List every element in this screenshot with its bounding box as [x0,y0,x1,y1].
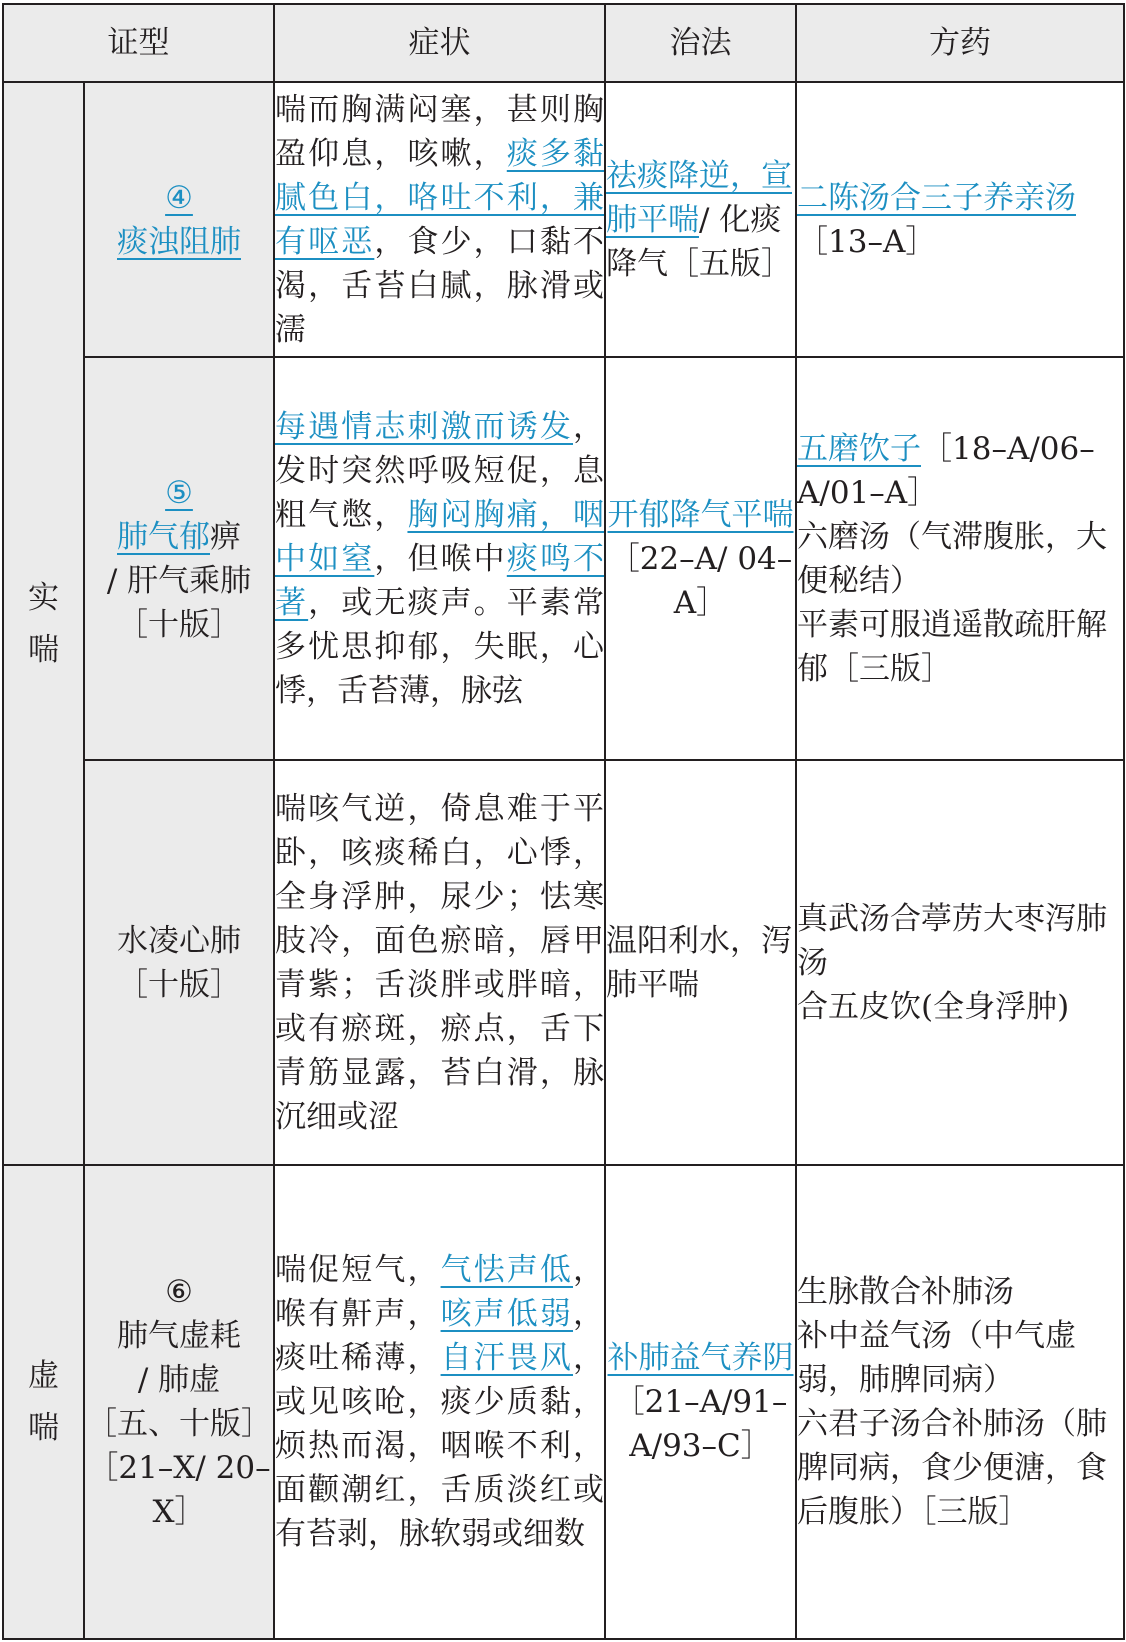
table-row [3,760,1124,1165]
formula-main: 真武汤合葶苈大枣泻肺汤 [797,900,1107,981]
syndrome-number: ⑤ [165,474,193,511]
syndrome-cell [84,357,274,760]
symptom-text: ，但喉中 [374,540,507,577]
syndrome-name: 痰浊阻肺 [117,223,241,260]
formula-cell [796,82,1124,357]
symptom-cell [274,357,605,760]
group-shi-chuan [3,82,84,1165]
header-zhengzhuang: 症状 [274,4,605,82]
treatment-cell [605,357,796,760]
formula-cell [796,1165,1124,1639]
formula-variant: 平素可服逍遥散疏肝解郁［三版］ [797,606,1107,687]
formula-key: 二陈汤合三子养亲汤 [797,179,1076,216]
symptom-text: ，或见咳呛，痰少质黏，烦热而渴，咽喉不利，面颧潮红，舌质淡红或有苔剥，脉软弱或细数 [275,1340,605,1552]
formula-source: ［13–A］ [797,223,937,260]
symptom-text: ，痰吐稀薄， [275,1296,605,1376]
syndrome-number: ④ [165,179,193,216]
syndrome-cell [84,1165,274,1639]
formula-variant: 合五皮饮(全身浮肿) [797,988,1070,1025]
symptom-cell [274,1165,605,1639]
header-row [3,4,1124,82]
treatment-key: 祛痰降逆，宣肺平喘 [606,157,792,238]
syndrome-name: 肺气郁 [117,518,210,555]
syndrome-cell [84,760,274,1165]
syndrome-edition: ［21–X/ 20–X］ [87,1450,271,1530]
header-zhifa: 治法 [605,4,796,82]
formula-source: ［18–A/06–A/01–A］ [797,430,1095,511]
syndrome-cell [84,82,274,357]
treatment-cell: 温阳利水，泻肺平喘 [605,760,796,1165]
symptom-cell: 喘咳气逆，倚息难于平卧，咳痰稀白，心悸，全身浮肿，尿少；怯寒肢冷，面色瘀暗，唇甲青紫；舌淡胖或胖暗，或有瘀斑，瘀点，舌下青筋显露，苔白滑，脉沉细或涩 [274,760,605,1165]
table-row [3,1165,1124,1639]
syndrome-edition: ［十版］ [117,966,241,1003]
syndrome-name: 肺气虚耗 [117,1318,241,1354]
treatment-cell [605,82,796,357]
syndrome-alt-name: / 肺虚 [137,1362,221,1398]
symptom-cell [274,82,605,357]
formula-cell [796,760,1124,1165]
formula-cell [796,357,1124,760]
syndrome-number: ⑥ [165,1274,193,1310]
table-row [3,82,1124,357]
symptom-key: 胸闷胸痛，咽中如窒 [275,496,605,577]
syndrome-name-suffix: 痹 [210,518,241,555]
syndrome-name: 水凌心肺 [117,922,241,959]
symptom-text: 喘而胸满闷塞，甚则胸盈仰息，咳嗽， [275,91,604,172]
syndrome-table [2,3,1125,1640]
symptom-text: ，发时突然呼吸短促，息粗气憋， [275,408,604,533]
symptom-key: 自汗畏风 [440,1340,574,1376]
symptom-text: ，喉有鼾声， [275,1252,605,1332]
symptom-key: 咳声低弱 [440,1296,574,1332]
symptom-key: 痰多黏腻色白，咯吐不利，兼有呕恶 [275,135,605,260]
symptom-text: 喘促短气， [275,1252,441,1288]
formula-main: 生脉散合补肺汤 [797,1274,1014,1310]
symptom-key: 气怯声低 [440,1252,574,1288]
header-fangyao: 方药 [796,4,1124,82]
treatment-source: ［21–A/91–A/93–C］ [613,1384,788,1464]
formula-variant: 补中益气汤（中气虚弱，肺脾同病） [797,1318,1076,1398]
formula-key: 五磨饮子 [797,430,921,467]
treatment-cell [605,1165,796,1639]
group-xu-chuan [3,1165,84,1639]
symptom-text: ，或无痰声。平素常多忧思抑郁，失眠，心悸，舌苔薄，脉弦 [275,584,605,709]
syndrome-edition: ［十版］ [117,606,241,643]
treatment-text: / 化痰降气［五版］ [606,201,792,282]
group-label: 实喘 [27,579,59,668]
table-row [3,357,1124,760]
treatment-source: ［22–A/ 04–A］ [608,540,793,621]
symptom-text: ，食少，口黏不渴，舌苔白腻，脉滑或濡 [275,223,605,348]
symptom-key: 每遇情志刺激而诱发 [275,408,573,445]
syndrome-alt-name: / 肝气乘肺 [106,562,252,599]
group-label: 虚喘 [27,1358,59,1446]
symptom-key: 痰鸣不著 [275,540,605,621]
header-zhengxing: 证型 [3,4,274,82]
formula-variant: 六君子汤合补肺汤（肺脾同病，食少便溏，食后腹胀）［三版］ [797,1406,1107,1530]
syndrome-edition: ［五、十版］ [86,1406,272,1442]
treatment-key: 开郁降气平喘 [607,496,794,533]
formula-variant: 六磨汤（气滞腹胀，大便秘结） [797,518,1107,599]
treatment-key: 补肺益气养阴 [607,1340,794,1376]
